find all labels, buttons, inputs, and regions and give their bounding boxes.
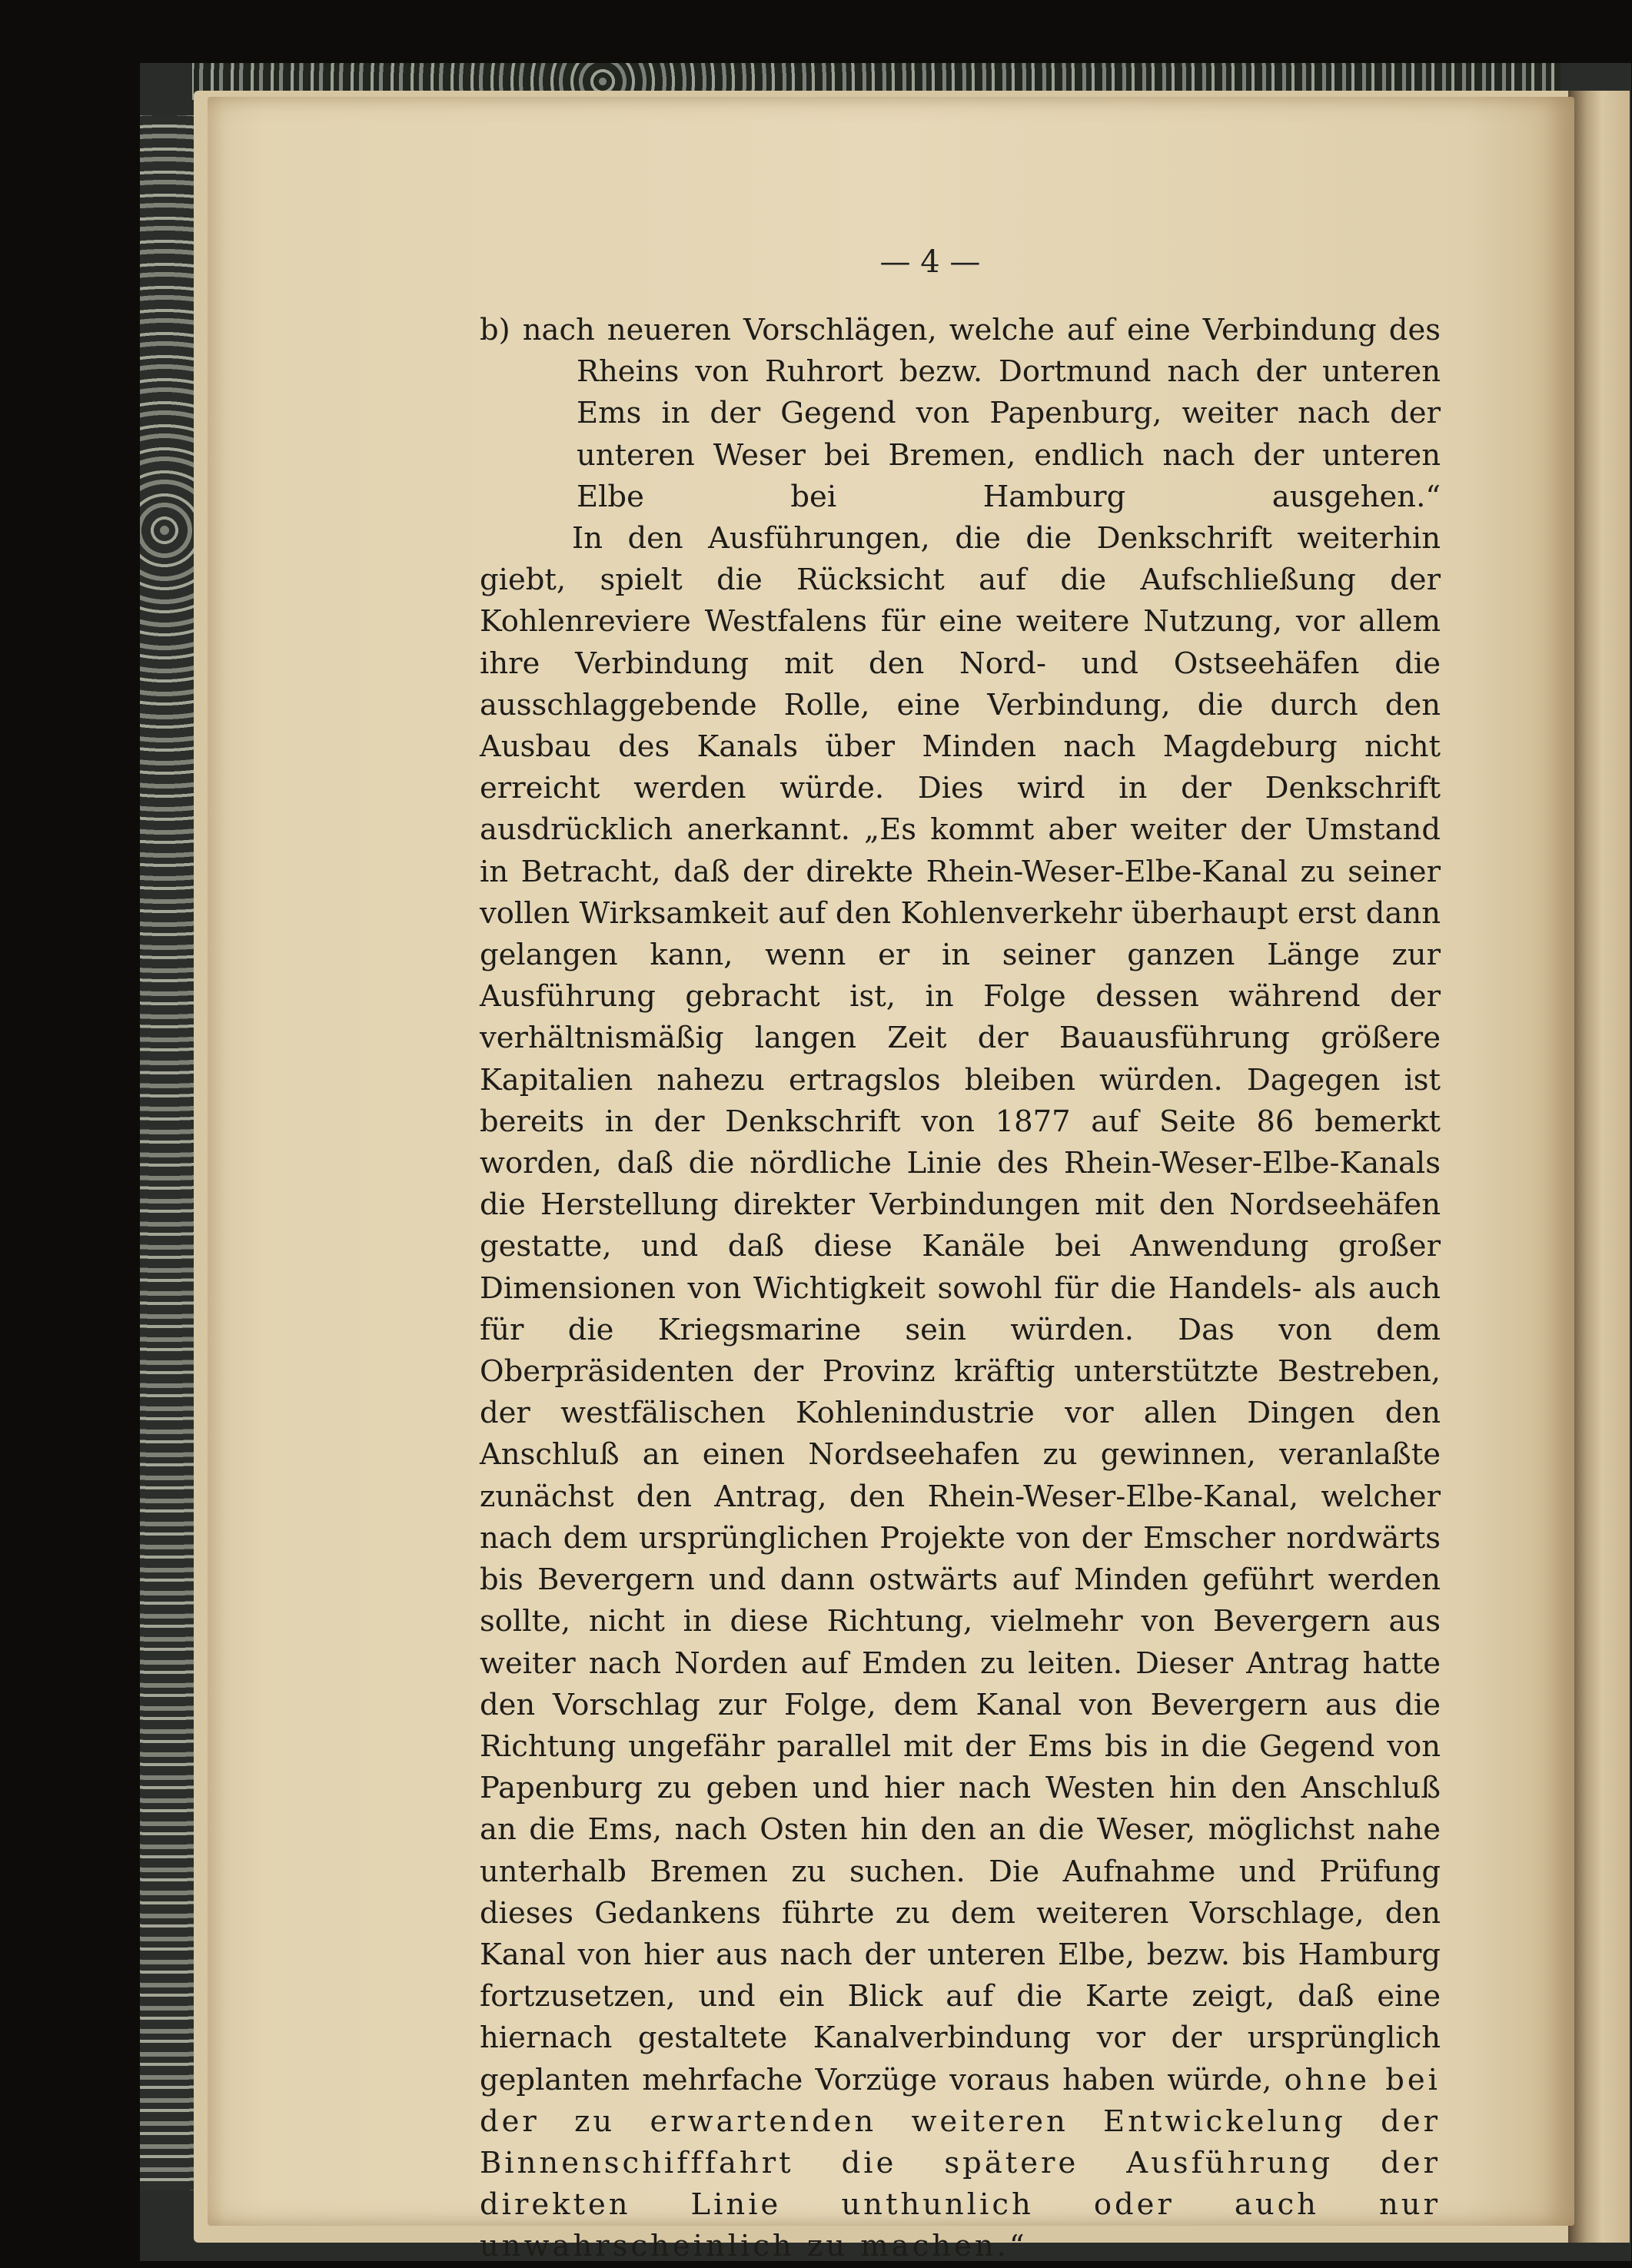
paragraph-text: In den Ausführungen, die die Denkschrift weiterhin giebt, spielt die Rücksicht auf die Aufschließung der Kohlenreviere Westfalens für eine weitere Nutzung, vor allem ihre Verbindung mit den Nord- und Ostseehäfen die ausschlaggebende Rolle, eine Verbindung, die durch den Ausbau des Kanals über Minden nach Magdeburg nicht erreicht werden würde. Dies wird in der Denkschrift ausdrücklich anerkannt. „Es kommt aber weiter der Umstand in Betracht, daß der direkte Rhein-Weser-Elbe-Kanal zu seiner vollen Wirksamkeit auf den Kohlenverkehr überhaupt erst dann gelangen kann, wenn er in seiner ganzen Länge zur Ausführung gebracht ist, in Folge dessen während der verhältnismäßig langen Zeit der Bauausführung größere Kapitalien nahezu ertragslos bleiben würden. Dagegen ist bereits in der Denkschrift von 1877 auf Seite 86 bemerkt worden, daß die nördliche Linie des Rhein-Weser-Elbe-Kanals die Herstellung direkter Verbindungen mit den Nordseehäfen gestatte, und daß diese Kanäle bei Anwendung großer Dimensionen von Wichtigkeit sowohl für die Handels- als auch für die Kriegsmarine sein würden. Das von dem Oberpräsidenten der Provinz kräftig unterstützte Bestreben, der westfälischen Kohlenindustrie vor allen Dingen den Anschluß an einen Nordseehafen zu gewinnen, veranlaßte zunächst den Antrag, den Rhein-Weser-Elbe-Kanal, welcher nach dem ursprünglichen Projekte von der Emscher nordwärts bis Bevergern und dann ostwärts auf Minden geführt werden sollte, nicht in diese Richtung, vielmehr von Bevergern aus weiter nach Norden auf Emden zu leiten. Dieser Antrag hatte den Vorschlag zur Folge, dem Kanal von Bevergern aus die Richtung ungefähr parallel mit der Ems bis in die Gegend von Papenburg zu geben und hier nach Westen hin den Anschluß an die Ems, nach Osten hin den an die Weser, möglichst nahe unterhalb Bremen zu suchen. Die Aufnahme und Prüfung dieses Gedankens führte zu dem weiteren Vorschlage, den Kanal von hier aus nach der unteren Elbe, bezw. bis Hamburg fortzusetzen, und ein Blick auf die Karte zeigt, daß eine hiernach gestaltete Kanalverbindung vor der ursprünglich geplanten mehrfache Vorzüge voraus haben würde,	[480, 521, 1441, 2097]
main-paragraph	[480, 518, 1441, 2268]
body-text	[480, 310, 1441, 2268]
paragraph-spaced-text: ohne bei der zu erwartenden weiteren Entwickelung der Binnenschifffahrt die spätere Ausführung der direkten Linie unthunlich oder auch nur unwahrscheinlich zu machen.“	[480, 2062, 1441, 2264]
page-gutter	[1568, 91, 1630, 2243]
page-number: — 4 —	[879, 244, 981, 280]
list-item-b: b) nach neueren Vorschlägen, welche auf eine Verbindung des Rheins von Ruhrort bezw. Dortmund nach der unteren Ems in der Gegend von Papenburg, weiter nach der unteren Weser bei Bremen, endlich nach der unteren Elbe bei Hamburg ausgehen.“	[480, 313, 1441, 514]
